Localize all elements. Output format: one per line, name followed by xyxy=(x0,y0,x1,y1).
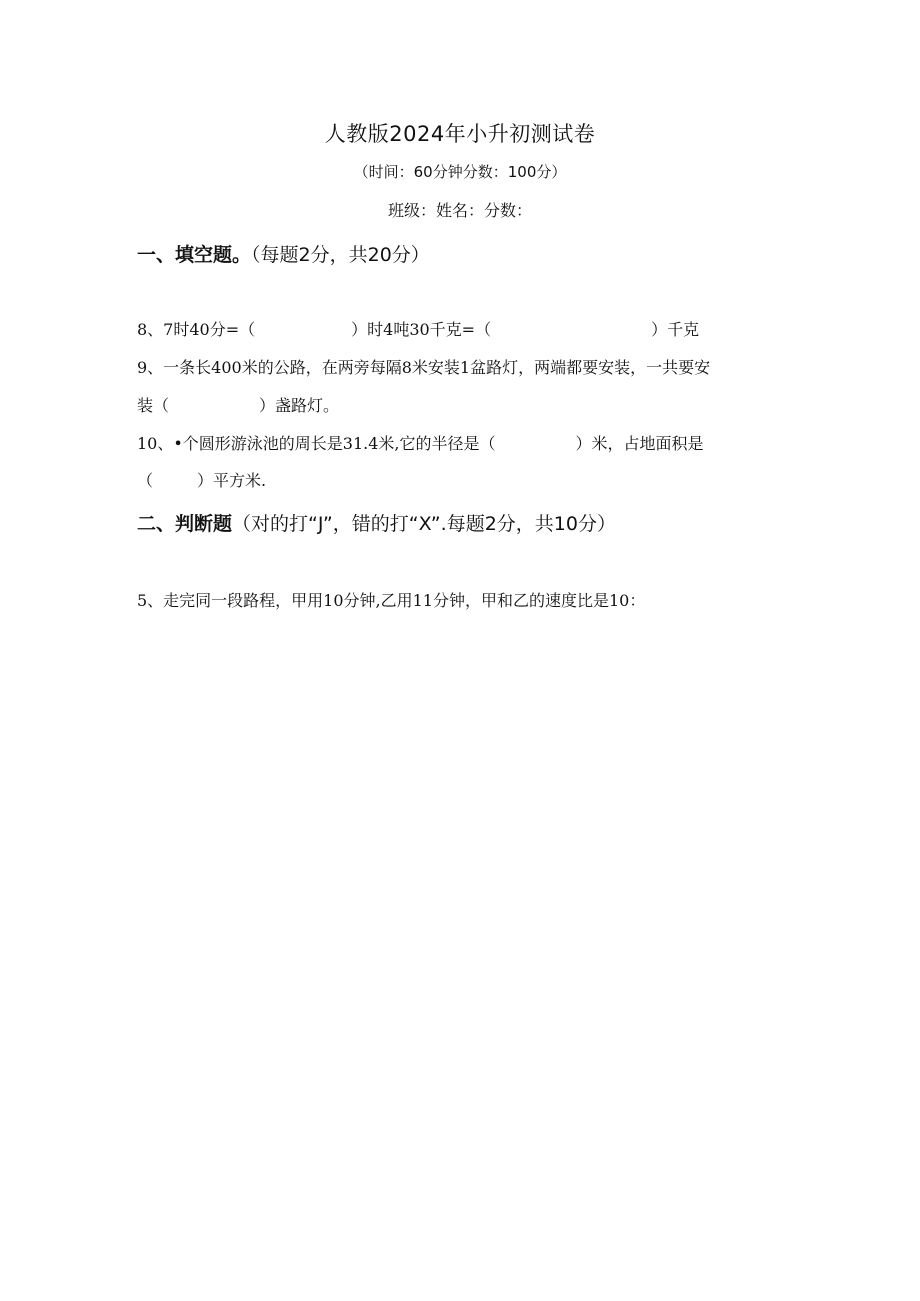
section-true-false-heading xyxy=(137,515,616,534)
question-9-line2-end: ）盏路灯。 xyxy=(259,396,340,415)
section-true-false-title: 二、判断题 xyxy=(137,513,233,535)
section-fill-in-heading xyxy=(137,246,430,265)
question-10-line2-start: （ xyxy=(137,471,154,490)
judge-question-5: 5、走完同一段路程，甲用10分钟,乙用11分钟，甲和乙的速度比是10： xyxy=(137,591,646,610)
question-9-line2 xyxy=(137,398,339,414)
section-fill-in-title: 一、填空题。 xyxy=(137,244,252,266)
question-8 xyxy=(137,322,699,338)
question-8-part3: ）千克 xyxy=(651,320,700,339)
question-10-line2-end: ）平方米. xyxy=(197,471,267,490)
question-9-line2-start: 装（ xyxy=(137,396,170,415)
section-fill-in-note: （每题2分，共20分） xyxy=(251,244,430,266)
question-8-part2: ）时4吨30千克=（ xyxy=(351,320,492,339)
section-true-false-note: （对的打“J”，错的打“X”.每题2分，共10分） xyxy=(232,513,616,535)
student-info-line: 班级：姓名：分数： xyxy=(387,201,532,220)
question-10-line1 xyxy=(137,436,704,452)
exam-time-score: （时间：60分钟分数：100分） xyxy=(353,163,567,181)
exam-title: 人教版2024年小升初测试卷 xyxy=(324,122,596,146)
question-10-line1-end: ）米，占地面积是 xyxy=(575,434,704,453)
question-10-line1-start: 10、•个圆形游泳池的周长是31.4米,它的半径是（ xyxy=(137,434,496,453)
question-8-part1: 8、7时40分=（ xyxy=(137,320,256,339)
question-10-line2 xyxy=(137,473,266,489)
question-9-line1: 9、一条长400米的公路，在两旁每隔8米安装1盆路灯，两端都要安装，一共要安 xyxy=(137,358,711,377)
